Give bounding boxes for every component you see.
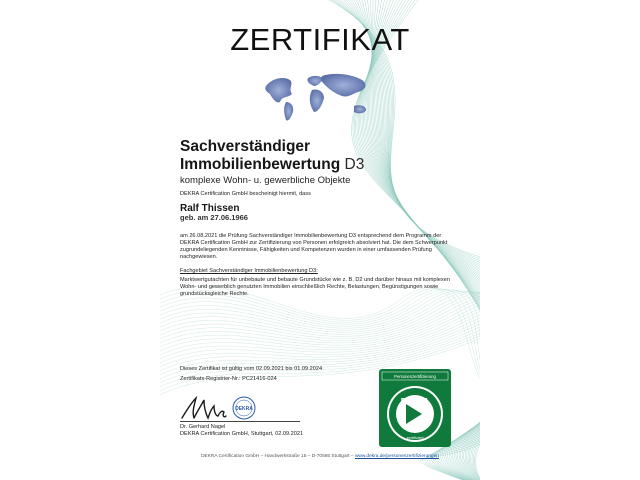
seal-bottom-text: zertifiziert: [406, 435, 424, 440]
registry-number: Zertifikats-Registrier-Nr.: PC21416-024: [180, 376, 277, 382]
heading-line-2: [180, 156, 364, 174]
holder-name: Ralf Thissen: [180, 203, 240, 214]
signature-image: [178, 394, 274, 422]
heading-line-2-suffix: D3: [344, 156, 365, 173]
exam-paragraph: am 26.08.2021 die Prüfung Sachverständiger Immobilienbewertung D3 entsprechend dem Programm der DEKRA Certification GmbH zur Zertifizierung von Personen erfolgreich absolviert hat. Die dem Schwerpunkt zugrundeliegenden Kenntnisse, Fähigkeiten und Kompetenzen wurden in einer umfassenden Prüfung nachgewiesen.: [180, 233, 448, 260]
intro-text: DEKRA Certification GmbH bescheinigt hiermit, dass: [180, 191, 311, 197]
heading-line-2-main: Immobilienbewertung: [180, 156, 341, 173]
signer-org-date: DEKRA Certification GmbH, Stuttgart, 02.09.2021: [180, 431, 304, 437]
holder-dob: geb. am 27.06.1966: [180, 213, 248, 222]
footer-link[interactable]: www.dekra.de/personenzertifizierungen: [354, 454, 439, 459]
subheading: komplexe Wohn- u. gewerbliche Objekte: [180, 175, 351, 186]
validity-text: Dieses Zertifikat ist gültig vom 02.09.2021 bis 01.09.2024: [180, 366, 323, 372]
certificate-page: [160, 0, 480, 480]
field-text: Marktwertgutachten für unbebaute und bebaute Grundstücke wie z. B. D2 und darüber hinaus mit komplexen Wohn- und gewerblich genutzten Immobilien einschließlich Rechte, Belastungen, Begünstigungen sowie grundstücksgleiche Rechte.: [180, 277, 450, 297]
field-heading: Fachgebiet Sachverständiger Immobilienbewertung D3:: [180, 268, 318, 274]
world-map-icon: [258, 68, 376, 124]
dekra-seal: [378, 368, 452, 448]
seal-top-text: Personenzertifizierung: [394, 374, 436, 379]
footer-address: DEKRA Certification GmbH – Handwerkstraße 15 – D-70565 Stuttgart: [201, 454, 350, 459]
signature-line: [180, 421, 300, 422]
signer-block: [180, 424, 303, 438]
stamp-brand: DEKRA: [235, 406, 253, 412]
seal-brand: DEKRA: [400, 397, 430, 406]
certificate-title: ZERTIFIKAT: [230, 22, 410, 57]
heading-line-1: Sachverständiger: [180, 138, 311, 155]
signer-name: Dr. Gerhard Nagel: [180, 424, 226, 430]
footer: DEKRA Certification GmbH – Handwerkstraße 15 – D-70565 Stuttgart – www.dekra.de/personenzertifizierungen: [201, 454, 439, 459]
